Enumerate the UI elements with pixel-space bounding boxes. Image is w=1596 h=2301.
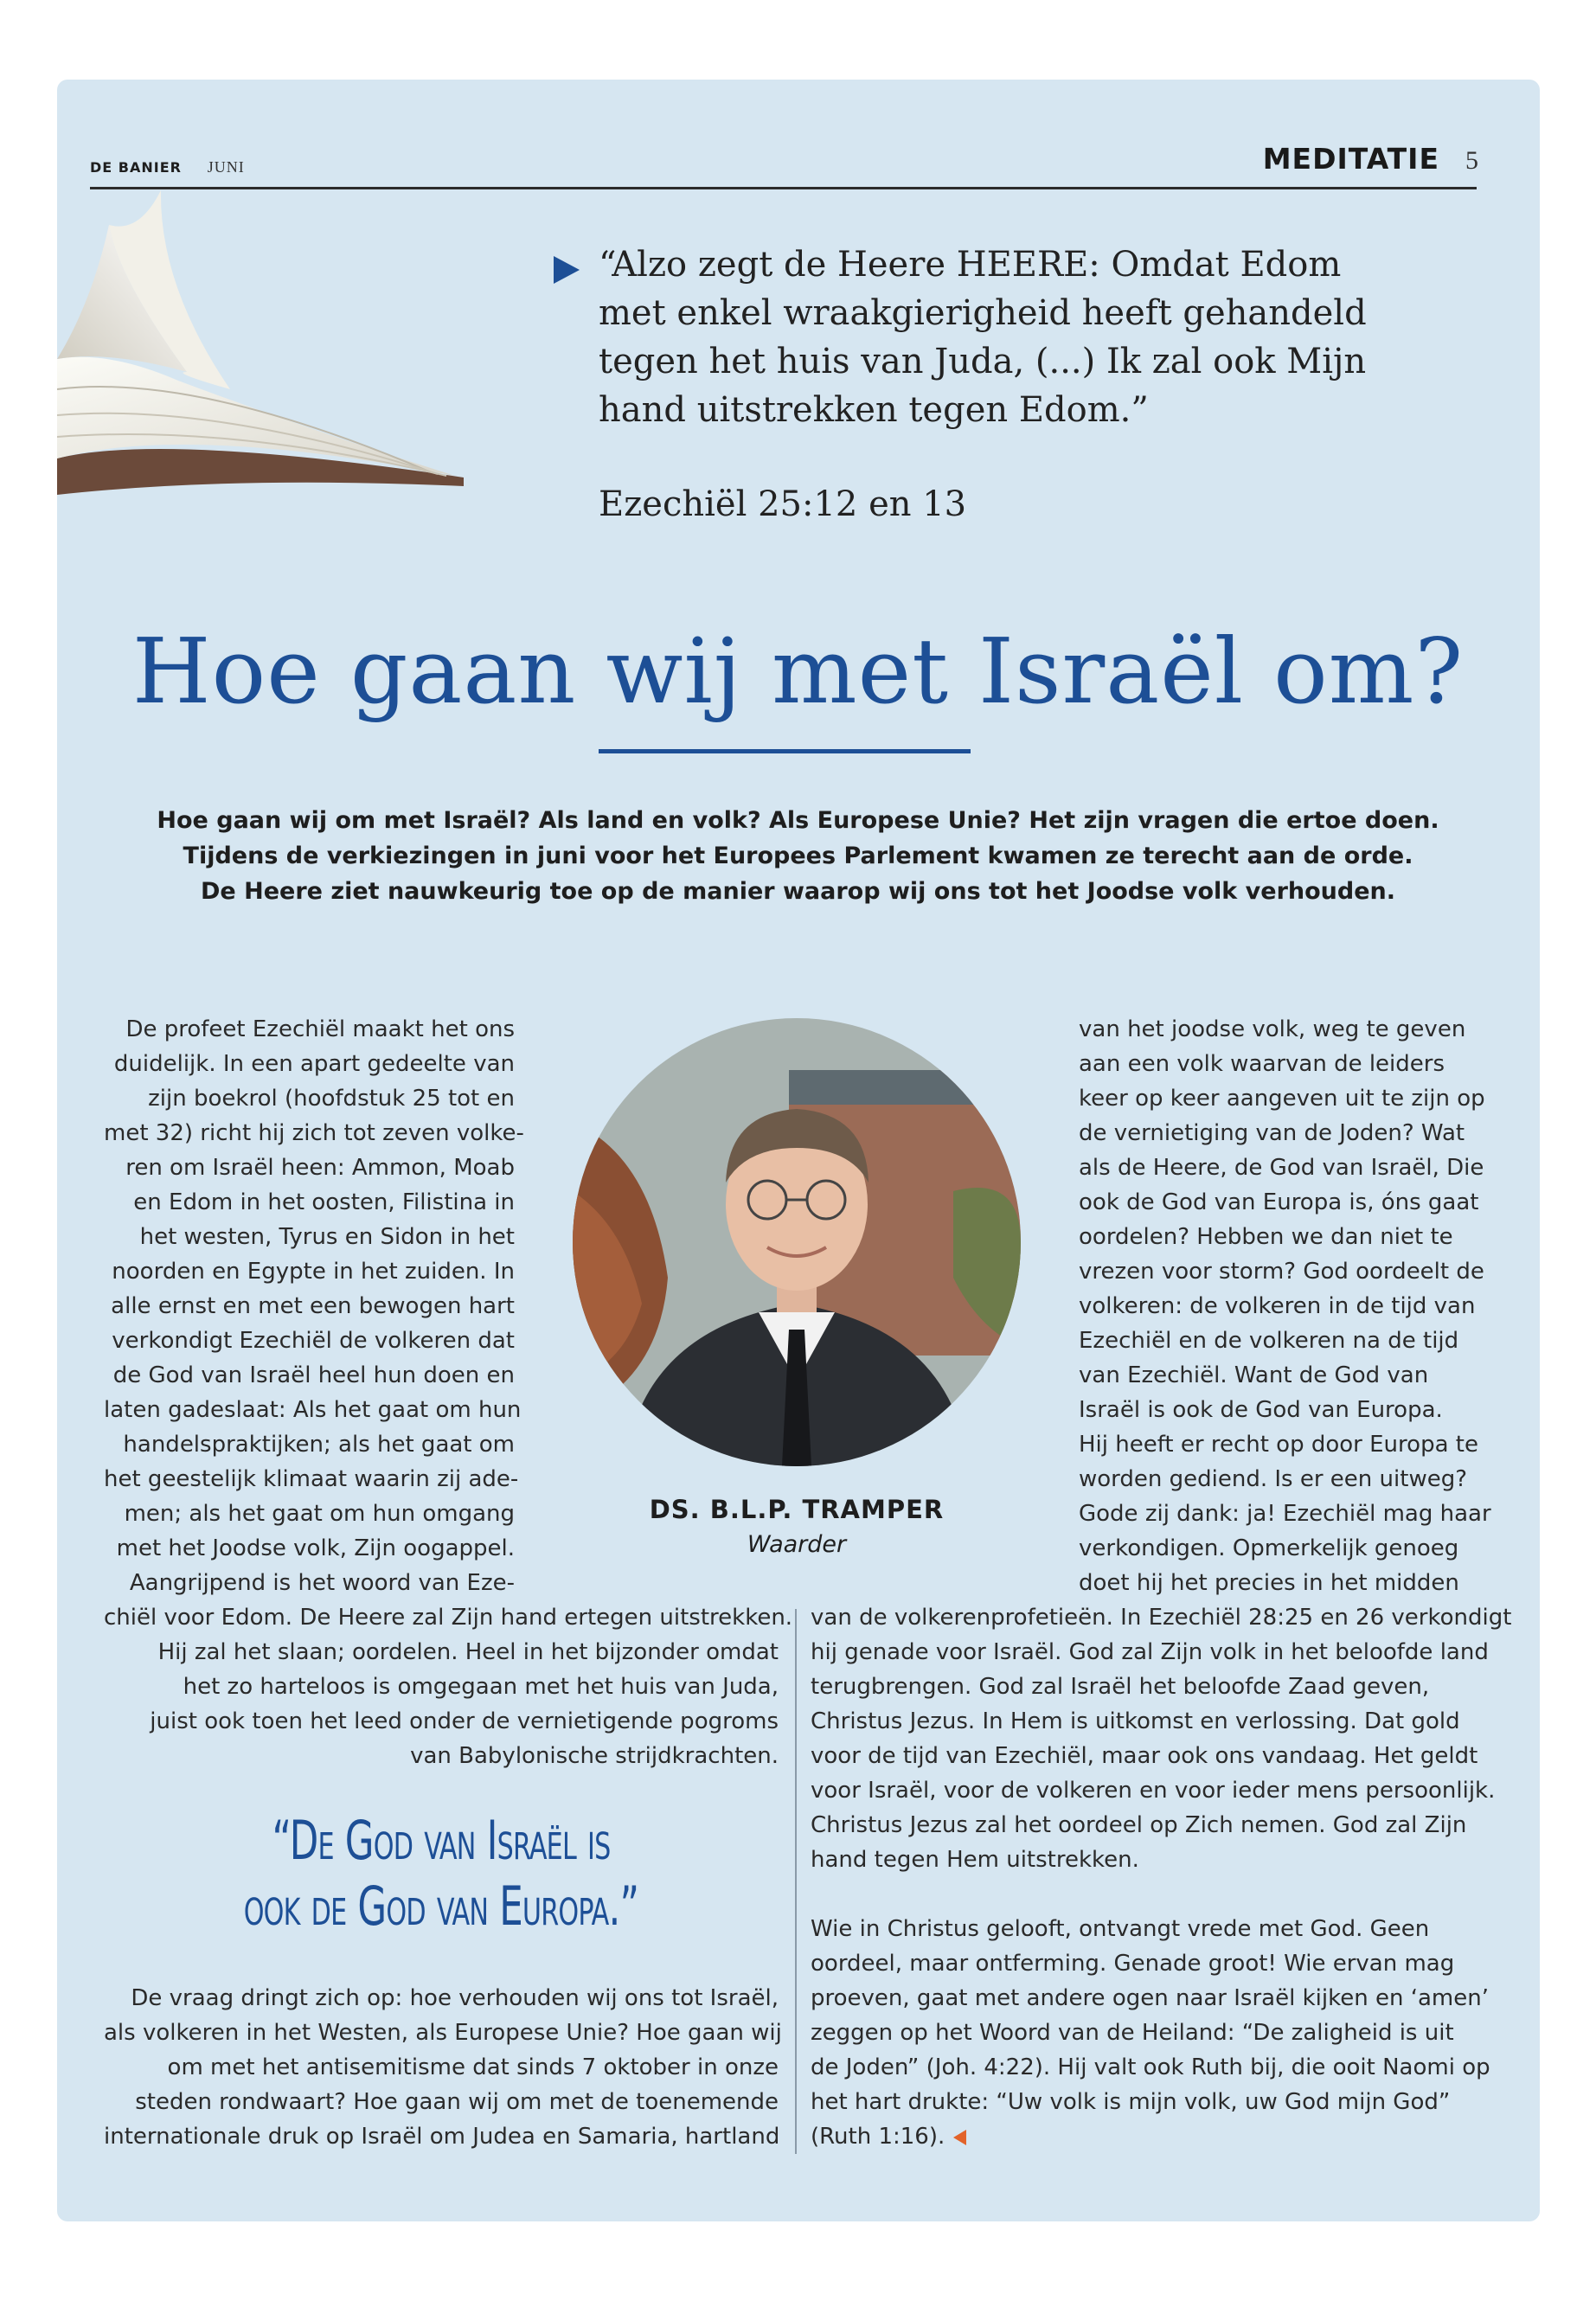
body-line: en Edom in het oosten, Filistina in: [133, 1189, 515, 1215]
body-line: verkondigt Ezechiël de volkeren dat: [112, 1328, 515, 1354]
pull-quote: [212, 1808, 670, 1939]
body-line: hand tegen Hem uitstrekken.: [811, 1847, 1139, 1873]
body-line: oordelen? Hebben we dan niet te: [1079, 1224, 1453, 1250]
body-line: aan een volk waarvan de leiders: [1079, 1051, 1445, 1077]
left-column-top: [104, 1012, 524, 1600]
body-line: Israël is ook de God van Europa.: [1079, 1397, 1443, 1423]
scripture-line: tegen het huis van Juda, (...) Ik zal ook Mijn: [599, 342, 1367, 381]
body-line: De vraag dringt zich op: hoe verhouden wij ons tot Israël,: [131, 1985, 779, 2011]
lead-line: Tijdens de verkiezingen in juni voor het Europees Parlement kwamen ze terecht aan de orde.: [183, 843, 1413, 869]
body-line: Christus Jezus. In Hem is uitkomst en verlossing. Dat gold: [811, 1708, 1460, 1734]
body-line: chiël voor Edom. De Heere zal Zijn hand ertegen uitstrekken.: [104, 1605, 793, 1631]
column-divider: [795, 1609, 797, 2154]
lead-line: Hoe gaan wij om met Israël? Als land en volk? Als Europese Unie? Het zijn vragen die ertoe doen.: [157, 807, 1439, 834]
scripture-line: hand uitstrekken tegen Edom.”: [599, 390, 1149, 430]
body-line: verkondigen. Opmerkelijk genoeg: [1079, 1535, 1459, 1561]
body-line: vrezen voor storm? God oordeelt de: [1079, 1259, 1484, 1285]
body-line: het geestelijk klimaat waarin zij ade-: [104, 1466, 519, 1492]
body-line: Ezechiël en de volkeren na de tijd: [1079, 1328, 1459, 1354]
body-line: noorden en Egypte in het zuiden. In: [112, 1259, 515, 1285]
scripture-line: met enkel wraakgierigheid heeft gehandeld: [599, 293, 1367, 333]
body-line: duidelijk. In een apart gedeelte van: [113, 1051, 515, 1077]
body-line: voor de tijd van Ezechiël, maar ook ons vandaag. Het geldt: [811, 1743, 1478, 1769]
body-line: de vernietiging van de Joden? Wat: [1079, 1120, 1465, 1146]
body-line: het westen, Tyrus en Sidon in het: [139, 1224, 515, 1250]
article-lead: [104, 803, 1492, 909]
body-line: Hij heeft er recht op door Europa te: [1079, 1432, 1478, 1458]
body-line: Gode zij dank: ja! Ezechiël mag haar: [1079, 1501, 1491, 1527]
scripture-quote: [599, 240, 1377, 434]
title-underline: [599, 749, 971, 753]
section-label: MEDITATIE: [1262, 142, 1439, 176]
body-line: van Babylonische strijdkrachten.: [410, 1743, 779, 1769]
body-line: met het Joodse volk, Zijn oogappel.: [116, 1535, 515, 1561]
body-line: zijn boekrol (hoofdstuk 25 tot en: [148, 1086, 515, 1112]
body-line: ren om Israël heen: Ammon, Moab: [125, 1155, 515, 1181]
body-line: juist ook toen het leed onder de vernietigende pogroms: [150, 1708, 779, 1734]
body-line: proeven, gaat met andere ogen naar Israël kijken en ‘amen’: [811, 1985, 1489, 2011]
author-photo: [573, 1018, 1021, 1466]
pull-quote-line: ook de God van Europa.”: [243, 1875, 639, 1938]
body-line: Hij zal het slaan; oordelen. Heel in het bijzonder omdat: [157, 1639, 779, 1665]
body-line: ook de God van Europa is, óns gaat: [1079, 1189, 1479, 1215]
body-line: oordeel, maar ontferming. Genade groot! Wie ervan mag: [811, 1951, 1455, 1977]
left-column-bottom: [104, 1600, 793, 1773]
body-line: doet hij het precies in het midden: [1079, 1570, 1459, 1596]
scripture-line: “Alzo zegt de Heere HEERE: Omdat Edom: [599, 245, 1342, 285]
body-line: [811, 2119, 1494, 2154]
body-line: van Ezechiël. Want de God van: [1079, 1362, 1429, 1388]
body-line: het zo harteloos is omgegaan met het huis van Juda,: [183, 1674, 779, 1700]
body-line: als de Heere, de God van Israël, Die: [1079, 1155, 1484, 1181]
body-line: steden rondwaart? Hoe gaan wij om met de toenemende: [135, 2089, 779, 2115]
body-line: hij genade voor Israël. God zal Zijn volk in het beloofde land: [811, 1639, 1489, 1665]
scripture-reference: Ezechiël 25:12 en 13: [599, 484, 967, 524]
body-line: Aangrijpend is het woord van Eze-: [129, 1570, 515, 1596]
body-line: men; als het gaat om hun omgang: [124, 1501, 515, 1527]
author-place: Waarder: [747, 1531, 847, 1558]
right-column-final: [811, 1912, 1494, 2154]
body-line: met 32) richt hij zich tot zeven volke-: [104, 1120, 524, 1146]
body-line: internationale druk op Israël om Judea en Samaria, hartland: [104, 2124, 780, 2150]
issue-month: JUNI: [207, 158, 245, 176]
body-line: terugbrengen. God zal Israël het beloofde Zaad geven,: [811, 1674, 1430, 1700]
running-header-right: [1263, 142, 1478, 176]
body-line: handelspraktijken; als het gaat om: [123, 1432, 515, 1458]
body-line: keer op keer aangeven uit te zijn op: [1079, 1086, 1485, 1112]
body-line-text: (Ruth 1:16).: [811, 2124, 945, 2150]
body-line: de God van Israël heel hun doen en: [112, 1362, 515, 1388]
body-line: om met het antisemitisme dat sinds 7 oktober in onze: [167, 2054, 779, 2080]
right-column-top: [1079, 1012, 1491, 1600]
right-column-bottom: [811, 1600, 1512, 1877]
left-column-final: [104, 1981, 782, 2154]
body-line: als volkeren in het Westen, als Europese Unie? Hoe gaan wij: [104, 2020, 782, 2046]
body-line: De profeet Ezechiël maakt het ons: [125, 1016, 515, 1042]
body-line: Christus Jezus zal het oordeel op Zich nemen. God zal Zijn: [811, 1812, 1467, 1838]
open-book-illustration: [57, 173, 464, 502]
body-line: van de volkerenprofetieën. In Ezechiël 28:25 en 26 verkondigt: [811, 1605, 1512, 1631]
end-of-article-icon: [953, 2130, 966, 2145]
author-name: DS. B.L.P. TRAMPER: [649, 1495, 945, 1524]
body-line: zeggen op het Woord van de Heiland: “De zaligheid is uit: [811, 2020, 1454, 2046]
author-portrait: [573, 1018, 1021, 1466]
body-line: van het joodse volk, weg te geven: [1079, 1016, 1466, 1042]
article-title: Hoe gaan wij met Israël om?: [131, 619, 1465, 724]
body-line: Wie in Christus gelooft, ontvangt vrede met God. Geen: [811, 1916, 1430, 1942]
play-triangle-icon: [554, 256, 580, 284]
lead-line: De Heere ziet nauwkeurig toe op de manier waarop wij ons tot het Joodse volk verhouden.: [201, 878, 1395, 905]
body-line: voor Israël, voor de volkeren en voor ieder mens persoonlijk.: [811, 1778, 1496, 1804]
pull-quote-line: “De God van Israël is: [272, 1809, 611, 1872]
body-line: alle ernst en met een bewogen hart: [111, 1293, 515, 1319]
page-number: 5: [1465, 146, 1478, 175]
body-line: laten gadeslaat: Als het gaat om hun: [104, 1397, 522, 1423]
body-line: volkeren: de volkeren in de tijd van: [1079, 1293, 1476, 1319]
body-line: worden gediend. Is er een uitweg?: [1079, 1466, 1468, 1492]
body-line: de Joden” (Joh. 4:22). Hij valt ook Ruth bij, die ooit Naomi op: [811, 2054, 1490, 2080]
body-line: het hart drukte: “Uw volk is mijn volk, uw God mijn God”: [811, 2089, 1451, 2115]
magazine-name: DE BANIER: [90, 159, 182, 176]
